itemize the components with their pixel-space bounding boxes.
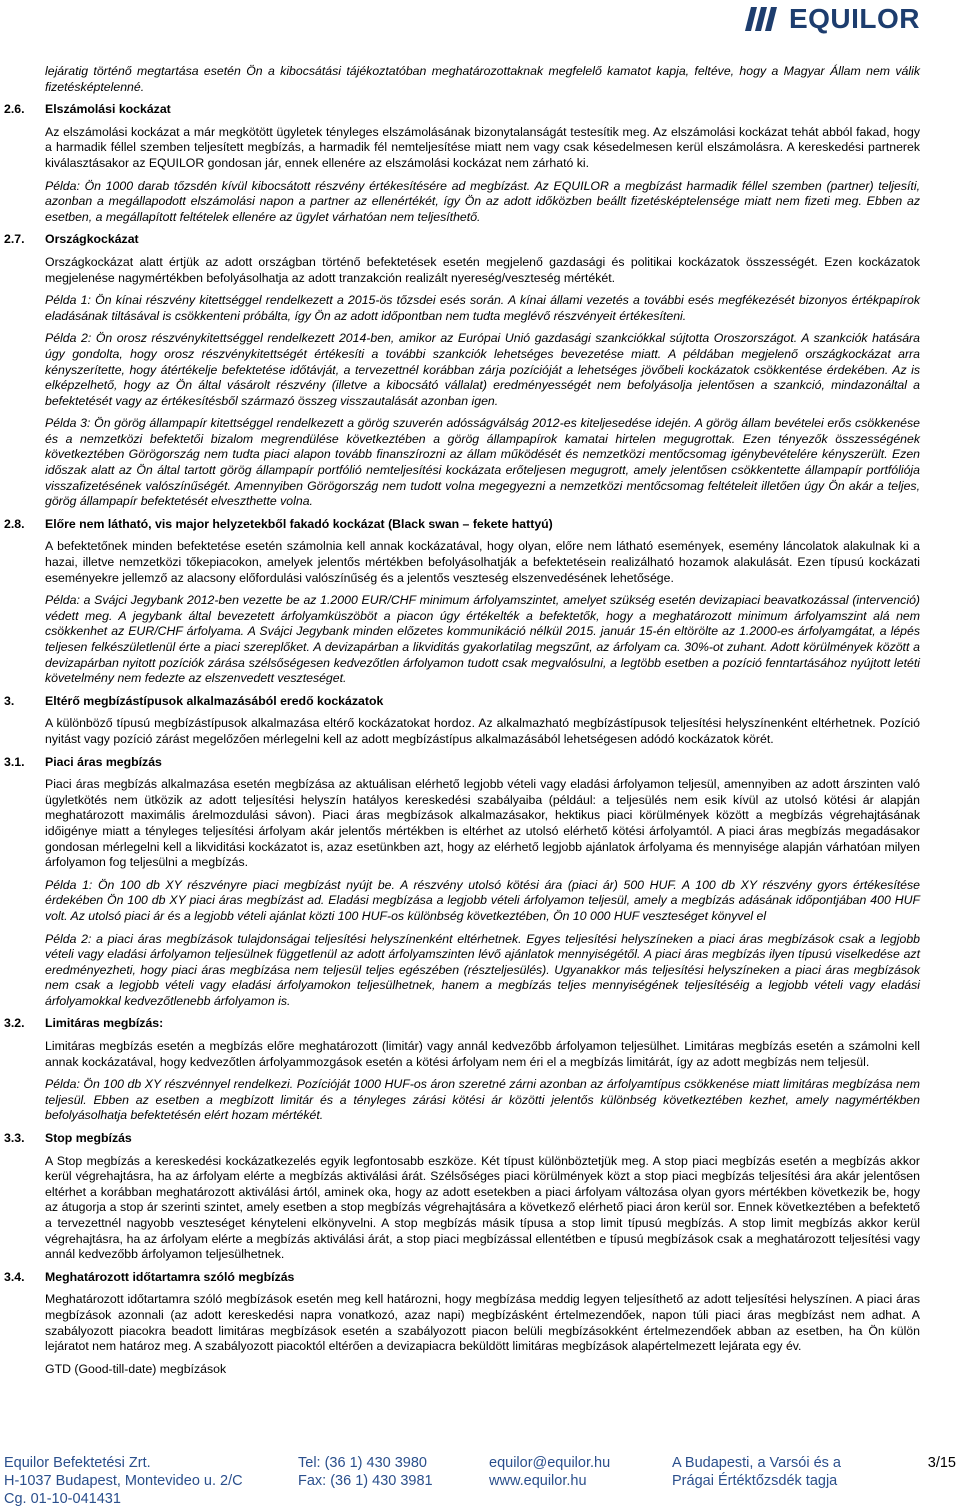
example-paragraph: Példa: a Svájci Jegybank 2012-ben vezette be az 1.2000 EUR/CHF minimum árfolyamszintet, amelyet szükség esetén devizapiaci beavatkozással (intervenció) védett meg. A jegybank által bevezetett árfolyamküszöböt a piacon úgy értékelték a befektetők, hogy a meghatározott minimum árfolyamszint alá nem csökkenhet az EUR/CHF árfolyama. A Svájci Jegybank minden előzetes kommunikáció nélkül 2015. január 15-én eltörölte az 1.2000-es árfolyamgátat, a lépés teljesen felkészületlenül érte a piaci szereplőket. A devizapárban a likviditás gyakorlatilag megszűnt, az árfolyam ca. 30%-ot zuhant. Adott körülmények között a devizapárban nyitott pozíciók zárása szélsőségesen kedvezőtlen árfolyamon tudott csak megvalósulni, a legtöbb esetben a pozíció fenntartásához nyújtott letéti követelmény nem fedezte az elszenvedett veszteséget.	[45, 593, 920, 686]
intro-paragraph: lejáratig történő megtartása esetén Ön a kibocsátási tájékoztatóban meghatározottaknak megfelelő kamatot kapja, feltéve, hogy a Magyar Állam nem válik fizetésképtelenné.	[45, 64, 920, 94]
equilor-logo	[745, 2, 920, 36]
equilor-logo-text: EQUILOR	[788, 3, 920, 34]
footer-tel: Tel: (36 1) 430 3980	[298, 1455, 427, 1471]
footer-membership-line1: A Budapesti, a Varsói és a	[672, 1455, 842, 1471]
example-paragraph: Példa: Ön 100 db XY részvénnyel rendelkezi. Pozícióját 1000 HUF-os áron szeretné zárni azonban az árfolyamtípus csökkenése miatt limitáras megbízása nem teljesül. Ebben az esetben a megbízott limitár és a tényleges zárási kötési ár közötti jelentős különbség következtében kezhet, amely nagymértékben befolyásolhatja befektetésén elért hozam mértékét.	[45, 1077, 920, 1123]
section-number: 3.	[4, 693, 15, 708]
example-paragraph: Példa: Ön 1000 darab tőzsdén kívül kibocsátott részvény értékesítésére ad megbízást. Az EQUILOR a megbízást harmadik féllel szemben (partner) teljesíti, azonban a megállapodott elszámolási napon a partner az ellenértékét, így Ön az adott időközben beállt fizetésképtelensége miatt nem fizeti meg. Ebben az esetben, a megállapított feltételek ellenére az ügylet várhatóan nem teljesíthető.	[45, 178, 920, 224]
footer-email[interactable]: equilor@equilor.hu	[489, 1455, 611, 1471]
example-paragraph: Példa 1: Ön kínai részvény kitettséggel rendelkezett a 2015-ös tőzsdei esés során. A kínai állami vezetés a további esés megfékezését bizonyos értékpapírok eladásának tiltásával is csökkenteni próbálta, így Ön az adott időpontban nem tudta meglévő részvényeit értékesíteni.	[45, 293, 920, 323]
section-number: 2.6.	[4, 102, 25, 117]
footer-phone-block	[298, 1454, 433, 1490]
footer-address: H-1037 Budapest, Montevideo u. 2/C	[4, 1473, 243, 1489]
section-number: 2.8.	[4, 516, 25, 531]
page-number: 3/15	[927, 1455, 956, 1471]
section-number: 3.3.	[4, 1131, 25, 1146]
page-footer	[0, 1454, 960, 1509]
footer-company: Equilor Befektetési Zrt.	[4, 1455, 151, 1471]
section-2-7	[0, 232, 960, 510]
subheading-paragraph: GTD (Good-till-date) megbízások	[45, 1361, 227, 1376]
section-2-8	[0, 517, 960, 687]
footer-registration: Cg. 01-10-041431	[4, 1491, 121, 1507]
document-body	[0, 64, 960, 1384]
footer-fax: Fax: (36 1) 430 3981	[298, 1473, 433, 1489]
section-3	[0, 694, 960, 748]
footer-company-block	[4, 1454, 243, 1508]
example-paragraph: Példa 3: Ön görög állampapír kitettséggel rendelkezett a görög szuverén adósságválság 2012-es kiteljesedése idején. A görög állam bevételei erős csökkenése és a nemzetközi befektetői bizalom megrendülése következtében a görög állampapírok kamatai hirtelen megugrottak. Ezen tényezők összességének következtében Görögország nem tudta piaci alapon tovább finanszírozni az állam működését és nemzetközi mentőcsomag igénybevételére kényszerült. Ezen időszak alatt az Ön által tartott görög állampapír portfólió nemteljesítési kockázata erőteljesen megugrott, amely jelentősen csökkentette állampapír portfóliója visszafizetésének valószínűségét. Amennyiben Görögország nem tudott volna megegyezni a nemzetközi mentőcsomag feltételeit illetően úgy Ön akár a teljes, görög állampapír befektetését elveszthette volna.	[45, 416, 920, 509]
section-3-3	[0, 1131, 960, 1263]
section-3-1	[0, 755, 960, 1010]
section-title: Limitáras megbízás:	[45, 1016, 164, 1031]
section-number: 3.2.	[4, 1016, 25, 1031]
section-3-2	[0, 1016, 960, 1124]
paragraph: Az elszámolási kockázat a már megkötött ügyletek tényleges elszámolásának bizonytalanságát testesítik meg. Az elszámolási kockázat tehát abból fakad, hogy a harmadik féllel szemben teljesített megbízás, a harmadik fél nemteljesítése miatt nem vagy csak késedelmesen kerül elszámolásra. A kereskedési partnerek kiválasztásakor az EQUILOR gondosan jár, ennek ellenére az elszámolási kockázat nem zárható ki.	[45, 124, 920, 170]
footer-membership-line2: Prágai Értéktőzsdék tagja	[672, 1473, 838, 1489]
footer-contact-block	[489, 1454, 610, 1490]
paragraph: Piaci áras megbízás alkalmazása esetén megbízása az aktuálisan elérhető legjobb vételi vagy eladási árfolyamon teljesül, amennyiben az adott árszinten való ügyletkötés nem ütközik az adott teljesítési helyszín hatályos kereskedési szabályaiba (például: a teljesülés nem esik kívül az utolsó kötési ár alapján meghatározott maximális árelmozdulási sávon). Piaci áras megbízások alkalmazásakor, hektikus piaci körülmények között a megbízás végrehajtásának időigénye miatt a tényleges teljesítési árfolyam akár jelentős mértékben is eltérhet az utolsó elérhető kötési árfolyamtól. A piaci áras megbízás megadásakor gondosan mérlegelni kell a likviditási kockázatot is, azaz esetünkben azt, hogy az elérhető legjobb ajánlatok árfolyama és mennyisége alapján várhatóan milyen árfolyamon fog teljesülni a megbízás.	[45, 777, 920, 870]
section-title: Stop megbízás	[45, 1131, 132, 1146]
example-paragraph: Példa 2: Ön orosz részvénykitettséggel rendelkezett 2014-ben, amikor az Európai Unió gazdasági szankciókkal sújtotta Oroszországot. A szankciók hatására úgy gondolta, hogy orosz részvénykitettségét értékesíti a további szankciók lehetséges bevezetése miatt. A példában megjelenő országkockázat arra kényszerítette, hogy átértékelje befektetése időtávját, a tervezettnél korábban zárja pozícióját a lehetséges jövőbeli kockázatok csökkentése érdekében. Az is elképzelhető, hogy az Ön által vásárolt részvény (illetve a kibocsátó vállalat) eredményességét nem befolyásolja jelentősen a szankció, mindazonáltal a befektetését vagy az értékesítésből származó összeg visszautalását azonban igen.	[45, 331, 920, 408]
footer-membership-block	[672, 1454, 841, 1490]
section-3-4	[0, 1270, 960, 1378]
paragraph: A különböző típusú megbízástípusok alkalmazása eltérő kockázatokat hordoz. Az alkalmazható megbízástípusok teljesítési helyszínenként eltérhetnek. Pozíció nyitást vagy pozíció zárást megelőzően mérlegelni kell az adott megbízástípus alkalmazásából lehetségesen adódó kockázatok körét.	[45, 716, 920, 746]
example-paragraph: Példa 1: Ön 100 db XY részvényre piaci megbízást nyújt be. A részvény utolsó kötési ára (piaci ár) 500 HUF. A 100 db XY részvény gyors értékesítése érdekében Ön 100 db XY piaci áras megbízást ad. Eladási megbízása a legjobb vételi árfolyamon teljesül, amely a megbízás adásának időpontjában 400 HUF volt. Az utolsó piaci ár és a legjobb vételi ajánlat közti 100 HUF-os különbség következtében, Ön 10 000 HUF veszteséget könyvel el	[45, 877, 920, 923]
section-number: 2.7.	[4, 232, 25, 247]
example-paragraph: Példa 2: a piaci áras megbízások tulajdonságai teljesítési helyszínenként eltérhetnek. Egyes teljesítési helyszíneken a piaci áras megbízások csak a legjobb vételi vagy eladási árfolyamon teljesülnek függetlenül az adott árfolyamszinten lévő ajánlatok mennyiségétől. A piaci áras megbízás ilyen típusú viselkedése azt eredményezheti, hogy piaci áras megbízása nem teljesül teljes egészében (részteljesülés). Ugyanakkor más teljesítési helyszíneken a piaci áras megbízások nem csak a legjobb vételi vagy eladási árfolyamokon teljesülhetnek, hanem a megbízás teljes mennyiségének teljesítéséig a legjobb vételi vagy eladási árfolyamokkal kedvezőtlenebb árfolyamon is.	[45, 931, 920, 1008]
paragraph: Limitáras megbízás esetén a megbízás előre meghatározott (limitár) vagy annál kedvezőbb árfolyamon teljesülhet. Limitáras megbízás esetén a számolni kell annak kockázatával, hogy kedvezőtlen árfolyammozgások esetén a kötési árfolyam nem éri el a megbízás limitárát, így az adott megbízás nem teljesül.	[45, 1039, 920, 1069]
section-title: Meghatározott időtartamra szóló megbízás	[45, 1269, 295, 1284]
section-title: Eltérő megbízástípusok alkalmazásából eredő kockázatok	[45, 693, 384, 708]
footer-website[interactable]: www.equilor.hu	[489, 1473, 587, 1489]
intro-section	[0, 64, 960, 95]
section-number: 3.4.	[4, 1269, 25, 1284]
paragraph: A Stop megbízás a kereskedési kockázatkezelés egyik legfontosabb eszköze. Két típust különböztetjük meg. A stop piaci megbízás esetén a megbízás akkor kerül végrehajtásra, ha az árfolyam elérte a megbízás aktiválási árát. Szélsőséges piaci körülmények közt a stop piaci megbízás teljesítési ára akár jelentősen eltérhet a korábban meghatározott aktiválási ártól, aminek oka, hogy az adott esetekben a piaci árfolyam változása olyan gyors mértékben következik be, hogy az átugorja a stop ár szerinti szintet, amely esetben a stop megbízás végrehajtására a következő elérhető piaci áron kerül sor. Ennek következtében a befektető a tervezettnél nagyobb veszteséget kényteleni elkönyvelni. A stop megbízás másik típusa a stop limit típusú megbízás. A stop limit megbízás akkor kerül végrehajtásra, ha az árfolyam elérte a megbízás aktiválási árát, a stop piaci megbízással ellentétben e típusú megbízások csak a meghatározott teljesítési vagy annál kedvezőbb árfolyamon teljesülhetnek.	[45, 1153, 920, 1262]
paragraph: A befektetőnek minden befektetése esetén számolnia kell annak kockázatával, hogy olyan, előre nem látható események, esemény láncolatok alakulnak ki a hazai, illetve nemzetközi tőkepiacokon, amelyek jelentős mértékben befolyásolhatják a befektetésein realizálható hozamok alakulását. Ezen típusú kockázati eseményekre jellemző az alacsony előfordulási valószínűség és a jelentős veszteség elszenvedésének lehetősége.	[45, 539, 920, 585]
paragraph: Országkockázat alatt értjük az adott országban történő befektetések esetén megjelenő gazdasági és politikai kockázatok összességét. Ezen kockázatok megjelenése nagymértékben befolyásolhatja az adott tranzakción realizált nyereség/veszteség mértékét.	[45, 254, 920, 285]
equilor-logo-mark-icon	[745, 3, 783, 35]
section-title: Elszámolási kockázat	[45, 102, 171, 117]
section-title: Előre nem látható, vis major helyzetekből fakadó kockázat (Black swan – fekete hattyú)	[45, 516, 553, 531]
section-number: 3.1.	[4, 754, 25, 769]
section-2-6	[0, 102, 960, 225]
section-title: Országkockázat	[45, 232, 139, 247]
section-title: Piaci áras megbízás	[45, 754, 162, 769]
paragraph: Meghatározott időtartamra szóló megbízások esetén meg kell határozni, hogy megbízása meddig legyen teljesíthető az adott teljesítési helyszínen. A piaci áras megbízások azonnali (az adott kereskedési napra vonatkozó, azaz napi) megbízásként értelmezendőek, napon túli piaci áras megbízást nem adhat. A szabályozott piacokra beadott limitáras megbízások esetén a szabályozott piacon belüli megbízásokként értelmezendőek abban az esetben, ha Ön külön lejáratot nem határoz meg. A szabályozott piacoktól eltérően a devizapiacra beküldött limitáras megbízások alapértelmezett lejárata egy év.	[45, 1292, 920, 1354]
